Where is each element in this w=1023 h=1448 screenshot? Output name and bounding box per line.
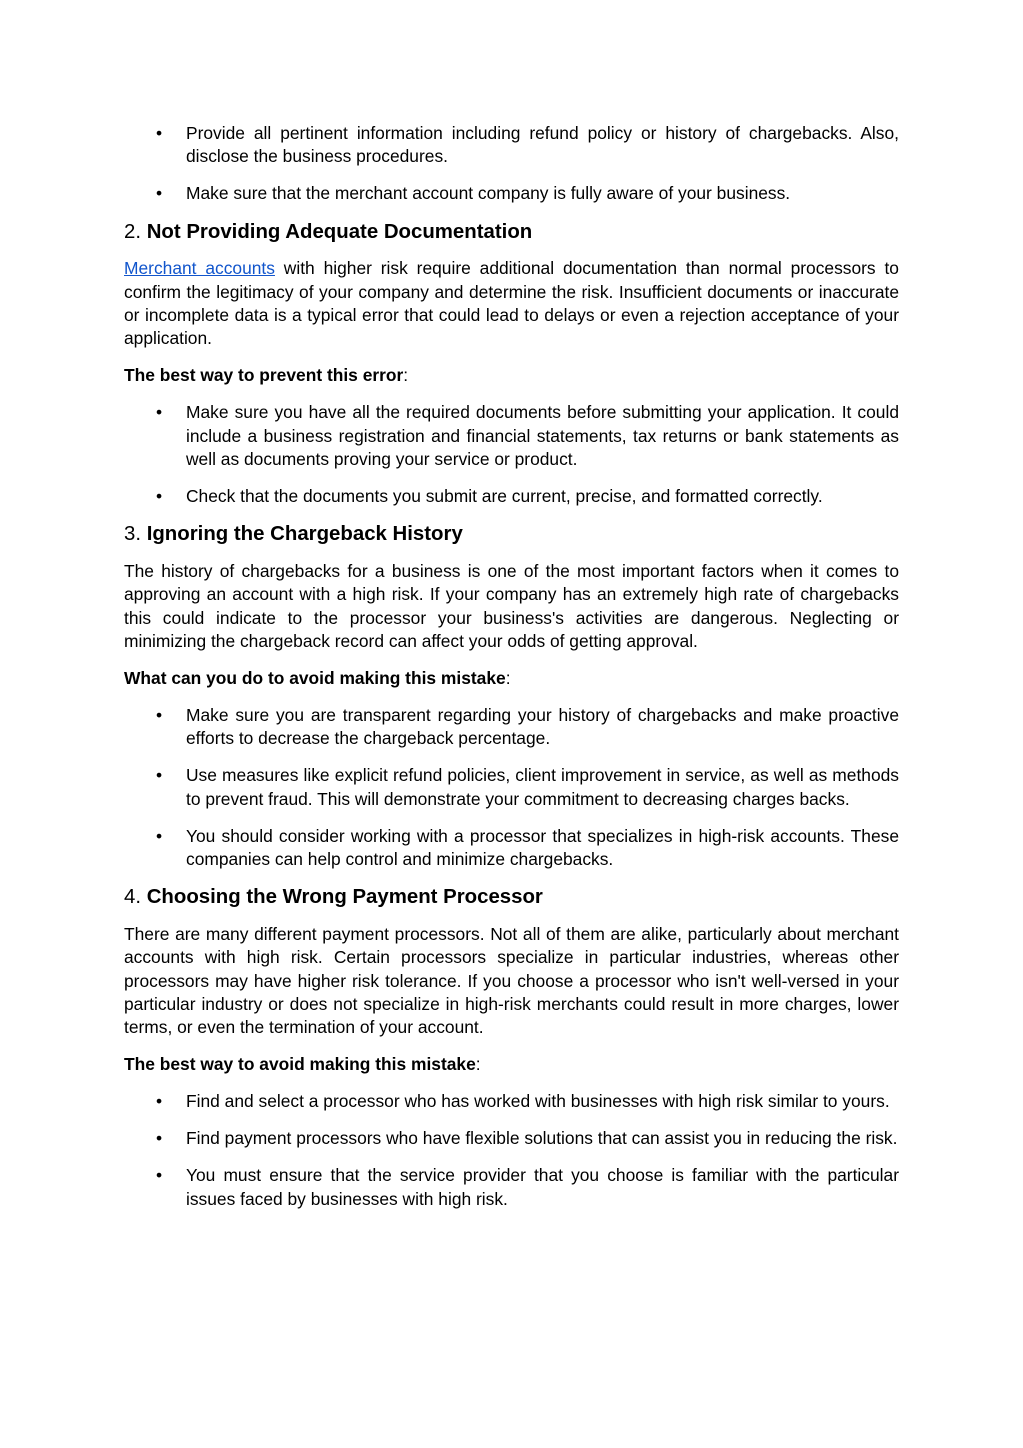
section-title: Ignoring the Chargeback History (146, 523, 463, 546)
bullet-icon: • (156, 1165, 163, 1186)
section-paragraph: Merchant accounts with higher risk require additional documentation than normal processors to confirm the legitimacy of your company and determine the risk. Insufficient documents or inaccurate or incomplete data is a typical error that could lead to delays or even a rejection acceptance of your application. (124, 258, 899, 349)
list-item: • Find and select a processor who has worked with businesses with high risk similar to yours. (124, 1090, 899, 1113)
bullet-icon: • (156, 765, 163, 786)
section-number: 4. (124, 886, 142, 909)
list-item: • Check that the documents you submit are current, precise, and formatted correctly. (124, 485, 899, 508)
section-heading (124, 884, 899, 910)
section-heading (124, 521, 899, 547)
bullet-icon: • (156, 1091, 163, 1112)
list-item: • Use measures like explicit refund policies, client improvement in service, as well as methods to prevent fraud. This will demonstrate your commitment to decreasing charges backs. (156, 765, 899, 809)
section-title: Not Providing Adequate Documentation (146, 220, 533, 243)
section-paragraph: There are many different payment processors. Not all of them are alike, particularly about merchant accounts with high risk. Certain processors specialize in particular industries, whereas other processors may have higher risk tolerance. If you choose a processor who isn't well-versed in your particular industry or does not specialize in high-risk merchants could result in more charges, lower terms, or even the termination of your account. (124, 923, 899, 1038)
section-number: 2. (124, 220, 142, 243)
bullet-icon: • (156, 825, 163, 846)
list-item: • You should consider working with a processor that specializes in high-risk accounts. These companies can help control and minimize chargebacks. (156, 825, 899, 869)
list-item: • Provide all pertinent information including refund policy or history of chargebacks. Also, disclose the business procedures. (156, 123, 899, 167)
list-item: • Make sure you are transparent regarding your history of chargebacks and make proactive efforts to decrease the chargeback percentage. (156, 704, 899, 749)
bullet-icon: • (156, 123, 163, 143)
bullet-icon: • (156, 402, 163, 423)
document-content (124, 122, 899, 1224)
section-bullet-list (124, 1090, 899, 1211)
section-subheading: The best way to prevent this error: (124, 365, 409, 386)
list-item: • Make sure you have all the required documents before submitting your application. It could include a business registration and financial statements, tax returns or bank statements as well as documents proving your service or product. (156, 402, 899, 470)
bullet-icon: • (156, 704, 163, 725)
section-bullet-list (124, 401, 899, 508)
bullet-icon: • (156, 183, 163, 204)
bullet-icon: • (156, 1128, 163, 1149)
list-item: • Make sure that the merchant account company is fully aware of your business. (124, 182, 899, 205)
bullet-icon: • (156, 485, 163, 506)
intro-bullet-list (124, 122, 899, 206)
section-number: 3. (124, 523, 142, 546)
section-subheading: The best way to avoid making this mistake: (124, 1054, 481, 1075)
section-heading (124, 219, 899, 245)
section-title: Choosing the Wrong Payment Processor (146, 886, 543, 909)
section-subheading: What can you do to avoid making this mistake: (124, 668, 511, 688)
section-bullet-list (124, 704, 899, 871)
list-item: • You must ensure that the service provider that you choose is familiar with the particular issues faced by businesses with high risk. (156, 1165, 899, 1209)
list-item: • Find payment processors who have flexible solutions that can assist you in reducing the risk. (124, 1127, 899, 1150)
section-paragraph: The history of chargebacks for a business is one of the most important factors when it comes to approving an account with a high risk. If your company has an extremely high rate of chargebacks this could indicate to the processor your business's activities are dangerous. Neglecting or minimizing the chargeback record can affect your odds of getting approval. (124, 560, 899, 652)
merchant-accounts-link[interactable]: Merchant accounts (124, 258, 275, 279)
